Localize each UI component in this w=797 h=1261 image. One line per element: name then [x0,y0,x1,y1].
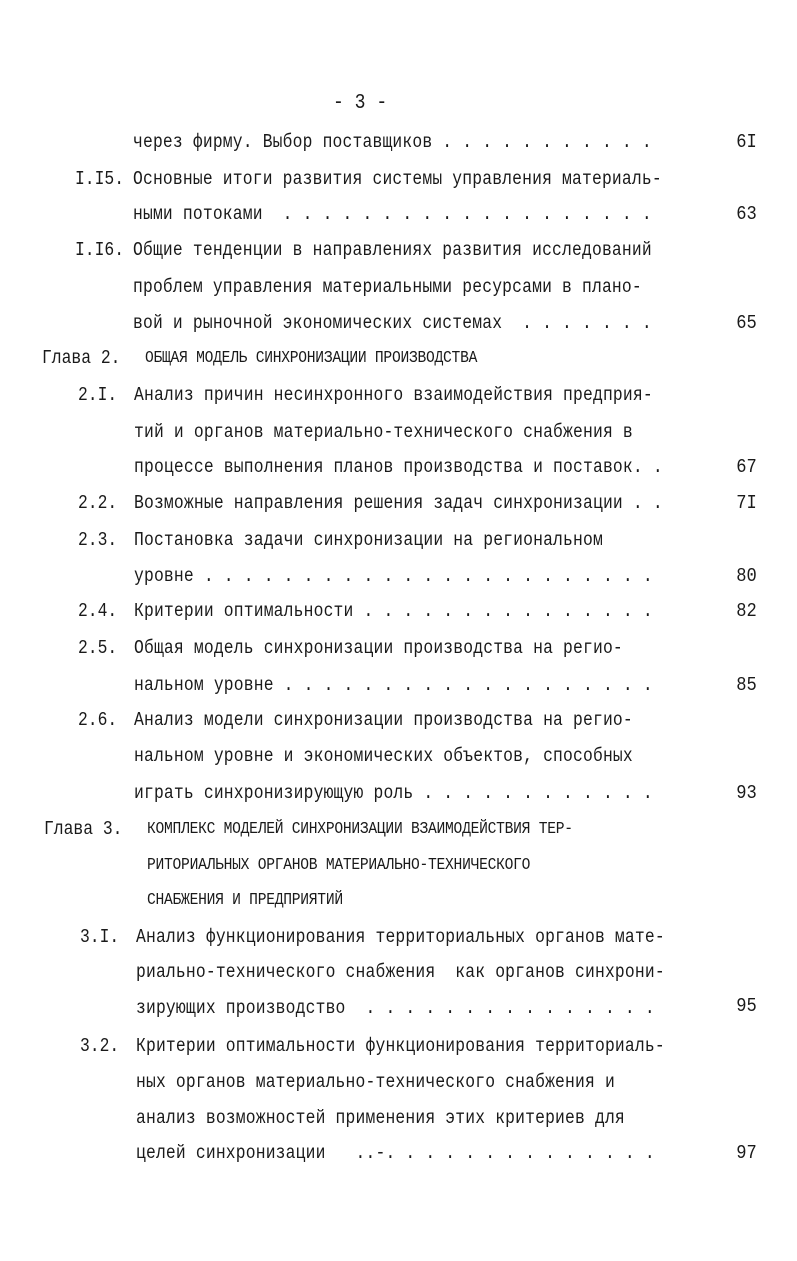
toc-line: играть синхронизирующую роль . . . . . . . . . . . . [134,782,653,804]
toc-page-number: 93 [736,782,757,804]
toc-chapter-number: Глава 2. [42,347,121,369]
toc-chapter-title: СНАБЖЕНИЯ И ПРЕДПРИЯТИЙ [147,891,343,910]
toc-page-number: 63 [736,203,757,225]
toc-page-number: 85 [736,674,757,696]
toc-section-number: 3.2. [80,1035,120,1057]
toc-page-number: 67 [736,456,757,478]
toc-line: Анализ причин несинхронного взаимодействия предприя- [134,384,653,406]
toc-line: процессе выполнения планов производства и поставок. . [134,456,663,478]
toc-line: Возможные направления решения задач синхронизации . . [134,492,663,514]
toc-page-number: 97 [736,1142,757,1164]
page-number: - 3 - [333,92,388,115]
toc-page-number: 7I [736,492,757,514]
toc-chapter-title: КОМПЛЕКС МОДЕЛЕЙ СИНХРОНИЗАЦИИ ВЗАИМОДЕЙСТВИЯ ТЕР- [147,820,573,839]
toc-line: Анализ модели синхронизации производства на регио- [134,709,633,731]
toc-section-number: 2.5. [78,637,118,659]
toc-section-number: 2.3. [78,529,118,551]
toc-line: Общая модель синхронизации производства на регио- [134,637,623,659]
toc-section-number: 2.6. [78,709,118,731]
toc-section-number: I.I5. [75,168,125,190]
toc-page-number: 82 [736,600,757,622]
toc-line: вой и рыночной экономических системах . . . . . . . [133,312,652,334]
toc-page-number: 6I [736,131,757,153]
toc-section-number: 2.4. [78,600,118,622]
toc-line: Основные итоги развития системы управления материаль- [133,168,662,190]
toc-line: нальном уровне и экономических объектов, способных [134,745,633,767]
toc-line: ных органов материально-технического снабжения и [136,1071,615,1093]
toc-section-number: I.I6. [75,239,125,261]
toc-line: Анализ функционирования территориальных органов мате- [136,926,665,948]
toc-chapter-title: ОБЩАЯ МОДЕЛЬ СИНХРОНИЗАЦИИ ПРОИЗВОДСТВА [145,349,478,368]
toc-section-number: 2.I. [78,384,118,406]
toc-line: уровне . . . . . . . . . . . . . . . . . . . . . . . [134,565,653,587]
toc-page-number: 95 [736,995,757,1017]
toc-line: зирующих производство . . . . . . . . . . . . . . . [136,997,655,1019]
toc-chapter-number: Глава 3. [44,818,123,840]
toc-line: анализ возможностей применения этих критериев для [136,1107,625,1129]
toc-section-number: 3.I. [80,926,120,948]
toc-page-number: 80 [736,565,757,587]
toc-line: Критерии оптимальности . . . . . . . . . . . . . . . [134,600,653,622]
toc-section-number: 2.2. [78,492,118,514]
toc-chapter-title: РИТОРИАЛЬНЫХ ОРГАНОВ МАТЕРИАЛЬНО-ТЕХНИЧЕСКОГО [147,856,531,875]
toc-line: Общие тенденции в направлениях развития исследований [133,239,652,261]
toc-line: целей синхронизации ..-. . . . . . . . . . . . . . [136,1142,655,1164]
toc-line: через фирму. Выбор поставщиков . . . . . . . . . . . [133,131,652,153]
toc-line: тий и органов материально-технического снабжения в [134,421,633,443]
toc-line: проблем управления материальными ресурсами в плано- [133,276,642,298]
toc-line: риально-технического снабжения как органов синхрони- [136,961,665,983]
toc-line: ными потоками . . . . . . . . . . . . . . . . . . . [133,203,652,225]
toc-line: нальном уровне . . . . . . . . . . . . . . . . . . . [134,674,653,696]
toc-line: Постановка задачи синхронизации на региональном [134,529,603,551]
toc-line: Критерии оптимальности функционирования территориаль- [136,1035,665,1057]
toc-page-number: 65 [736,312,757,334]
